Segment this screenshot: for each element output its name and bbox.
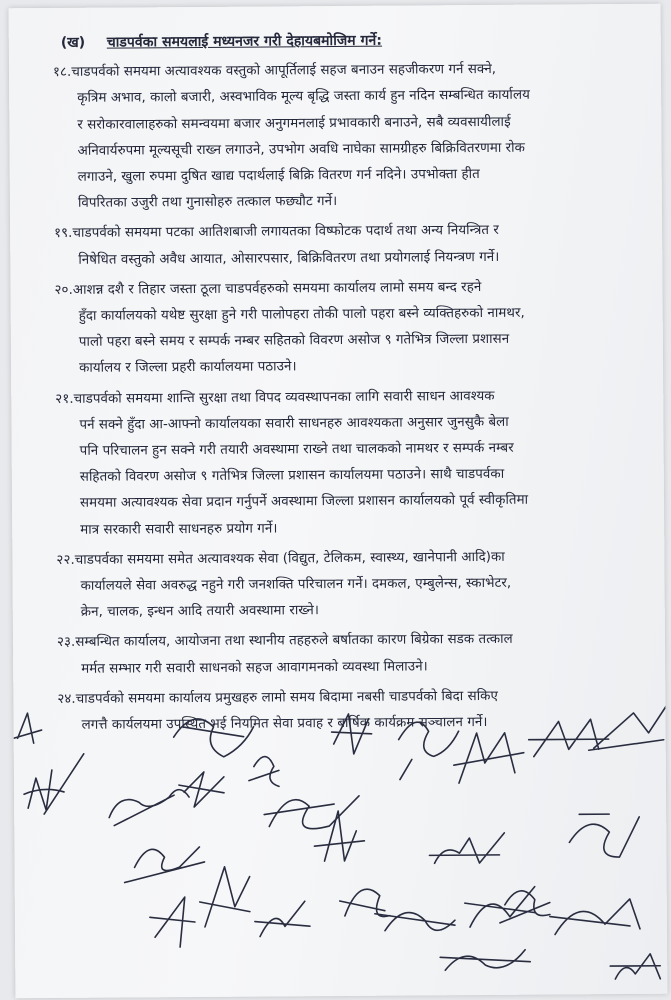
item-line: कृत्रिम अभाव, कालो बजारी, अस्वभाविक मूल्य बृद्धि जस्ता कार्य हुन नदिन सम्बन्धित कार्यालय [77,88,530,107]
signature [24,754,84,814]
item-line: २०.आशन्न दशै र तिहार जस्ता ठूला चाडपर्वहरुको समयमा कार्यालय लामो समय बन्द रहने [54,279,482,298]
item-line: मर्मत सम्भार गरी सवारी साधनको सहज आवागमनको व्यवस्था मिलाउने। [81,659,428,677]
section-title: चाडपर्वका समयलाई मध्यनजर गरी देहायबमोजिम गर्ने: [106,32,383,51]
signature [200,867,250,927]
item-line: पनि परिचालन हुन सक्ने गरी तयारी अवस्थामा राख्ने तथा चालकको नामथर र सम्पर्क नम्बर [79,440,514,459]
signature [249,756,279,786]
item-line: अनिवार्यरुपमा मूल्यसूची राख्न लगाउने, उपभोग अवधि नाघेका सामग्रीहरु बिक्रिवितरणमा रोक [77,140,526,159]
item-line: कार्यालय र जिल्ला प्रहरी कार्यालयमा पठाउने। [79,359,297,377]
signature [150,897,195,947]
item-list [53,56,658,739]
document-body [53,26,658,743]
signatures-drawing [13,694,667,999]
item-line: लगाउने, खुला रुपमा दुषित खाद्य पदार्थलाई बिक्रि वितरण गर्न नदिने। उपभोक्ता हीत [77,167,480,185]
signature [174,719,254,758]
signature [255,901,310,936]
item-line: कार्यालयले सेवा अवरुद्ध नहुने गरी जनशक्ति परिचालन गर्ने। दमकल, एम्बुलेन्स, स्काभेटर, [80,575,512,594]
section-label: (ख) [60,34,86,51]
signature [465,887,535,927]
item-line: पर्न सक्ने हुँदा आ-आफ्नो कार्यालयका सवारी साधनहरु आवश्यकता अनुसार जुनसुकै बेला [79,414,509,433]
item-line: २२.चाडपर्वका समयमा समेत अत्यावश्यक सेवा (विद्युत, टेलिकम, स्वास्थ्य, खानेपानी आदि)का [56,549,505,568]
signature [588,703,667,751]
signature [375,912,455,931]
list-item [57,626,657,683]
item-line: हुँदा कार्यालयको यथेष्ट सुरक्षा हुने गरी पालोपहरा तोकी पालो पहरा बस्ने व्यक्तिहरुको नामथर, [78,305,525,324]
item-line: क्रेन, चालक, इन्धन आदि तयारी अवस्थामा राख्ने। [80,603,320,621]
signature [331,714,371,754]
section-heading [53,26,653,56]
item-line: समयमा अत्यावश्यक सेवा प्रदान गर्नुपर्ने अवस्थामा जिल्ला प्रशासन कार्यालयको पूर्व स्वीकृतिमा [79,493,529,512]
signature [124,847,204,883]
signature [340,889,390,917]
signature [569,814,639,857]
item-line: २४.चाडपर्वको समयमा कार्यालय प्रमुखहरु लामो समय बिदामा नबसी चाडपर्वको बिदा सकिए [57,688,498,707]
signature [13,713,41,743]
list-item [56,544,657,627]
item-line: पालो पहरा बस्ने समय र सम्पर्क नम्बर सहितको विवरण असोज ९ गतेभित्र जिल्ला प्रशासन [78,332,510,351]
item-line: विपरितका उजुरी तथा गुनासोहरु तत्काल फछ्यौट गर्ने। [77,194,338,212]
list-item [54,274,655,383]
item-line: निषेधित वस्तुको अवैध आयात, ओसारपसार, बिक्रिवितरण तथा प्रयोगलाई नियन्त्रण गर्ने। [78,249,500,268]
item-line: १९.चाडपर्वको समयमा पटका आतिशबाजी लगायतका विष्फोटक पदार्थ तथा अन्य नियन्त्रित र [54,223,499,242]
signature [550,899,640,935]
list-item [55,382,656,543]
item-line: १८.चाडपर्वको समयमा अत्यावश्यक वस्तुको आपूर्तिलाई सहज बनाउन सहजीकरण गर्न सक्ने, [52,62,497,81]
list-item [53,56,654,217]
signature [454,733,524,783]
item-line: लगत्तै कार्यलयमा उपस्थित भई नियमित सेवा प्रवाह र बार्षिक कार्यक्रम सञ्चालन गर्ने। [81,715,488,733]
item-line: सहितको विवरण असोज ९ गतेभित्र जिल्ला प्रशासन कार्यालयमा पठाउने। साथै चाडपर्वका [79,467,505,486]
list-item [54,217,654,274]
signature-area [13,694,667,999]
signature [500,891,550,923]
signature [529,719,609,757]
signature [314,811,364,861]
signature [440,950,530,971]
signature [429,833,504,864]
signature [179,772,224,807]
document-page [9,4,668,999]
item-line: मात्र सरकारी सवारी साधनहरु प्रयोग गर्ने। [80,521,278,538]
item-line: र सरोकारवालाहरुको समन्वयमा बजार अनुगमनलाई प्रभावकारी बनाउने, सबै व्यवसायीलाई [77,114,511,133]
signature [264,796,359,829]
signature [610,954,660,979]
signature [109,790,189,826]
signature [399,722,459,780]
item-line: २१.चाडपर्वको समयमा शान्ति सुरक्षा तथा विपद व्यवस्थापनका लागि सवारी साधन आवश्यक [55,388,495,407]
item-line: २३.सम्बन्धित कार्यालय, आयोजना तथा स्थानीय तहहरुले बर्षातका कारण बिग्रेका सडक तत्काल [56,632,513,651]
